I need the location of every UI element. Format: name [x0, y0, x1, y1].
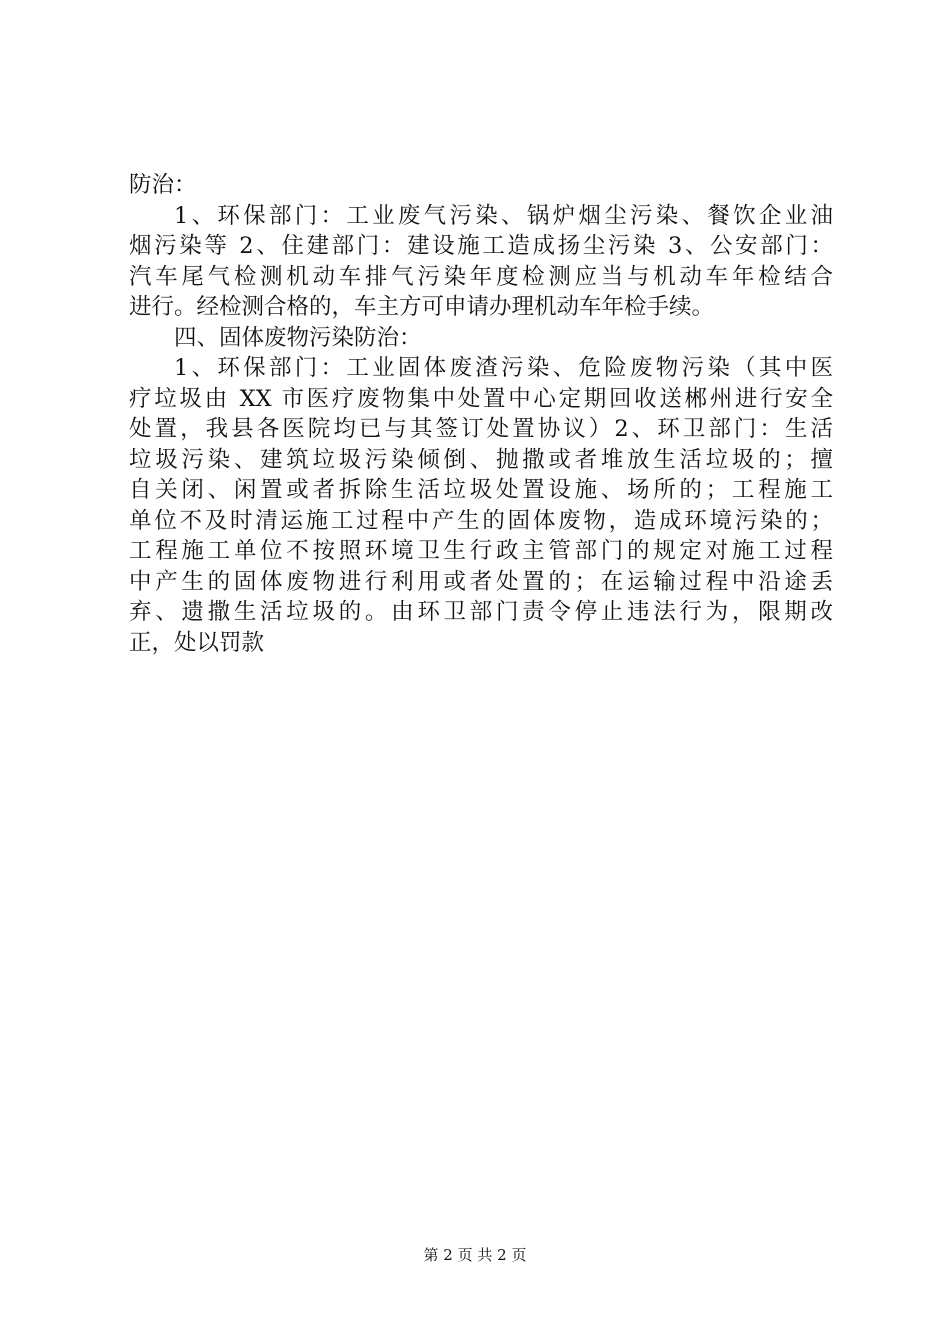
- text-line-1: 防治：: [129, 172, 197, 198]
- text-line-16: 正，处以罚款: [129, 629, 265, 656]
- text-line-4: 汽车尾气检测机动车排气污染年度检测应当与机动车年检结合: [129, 263, 833, 290]
- page-number-footer: 第 2 页 共 2 页: [423, 1246, 527, 1264]
- text-line-12: 单位不及时清运施工过程中产生的固体废物，造成环境污染的；: [129, 507, 833, 534]
- text-line-3: 烟污染等 2、住建部门：建设施工造成扬尘污染 3、公安部门：: [129, 233, 833, 259]
- text-line-5: 进行。经检测合格的，车主方可申请办理机动车年检手续。: [129, 294, 715, 320]
- text-line-9: 处置，我县各医院均已与其签订处置协议）2、环卫部门：生活: [129, 416, 833, 442]
- text-line-11: 自关闭、闲置或者拆除生活垃圾处置设施、场所的；工程施工: [129, 477, 833, 503]
- document-body: [129, 170, 833, 658]
- text-line-14: 中产生的固体废物进行利用或者处置的；在运输过程中沿途丢: [129, 568, 833, 595]
- text-line-10: 垃圾污染、建筑垃圾污染倾倒、抛撒或者堆放生活垃圾的；擅: [129, 446, 833, 473]
- text-line-15: 弃、遗撒生活垃圾的。由环卫部门责令停止违法行为，限期改: [129, 599, 833, 625]
- section-heading-solid-waste: 四、固体废物污染防治：: [174, 324, 422, 351]
- text-line-8: 疗垃圾由 XX 市医疗废物集中处置中心定期回收送郴州进行安全: [129, 385, 833, 412]
- text-line-7: 1、环保部门：工业固体废渣污染、危险废物污染（其中医: [174, 355, 833, 381]
- text-line-13: 工程施工单位不按照环境卫生行政主管部门的规定对施工过程: [129, 538, 833, 564]
- text-line-2: 1、环保部门：工业废气污染、锅炉烟尘污染、餐饮企业油: [174, 202, 833, 229]
